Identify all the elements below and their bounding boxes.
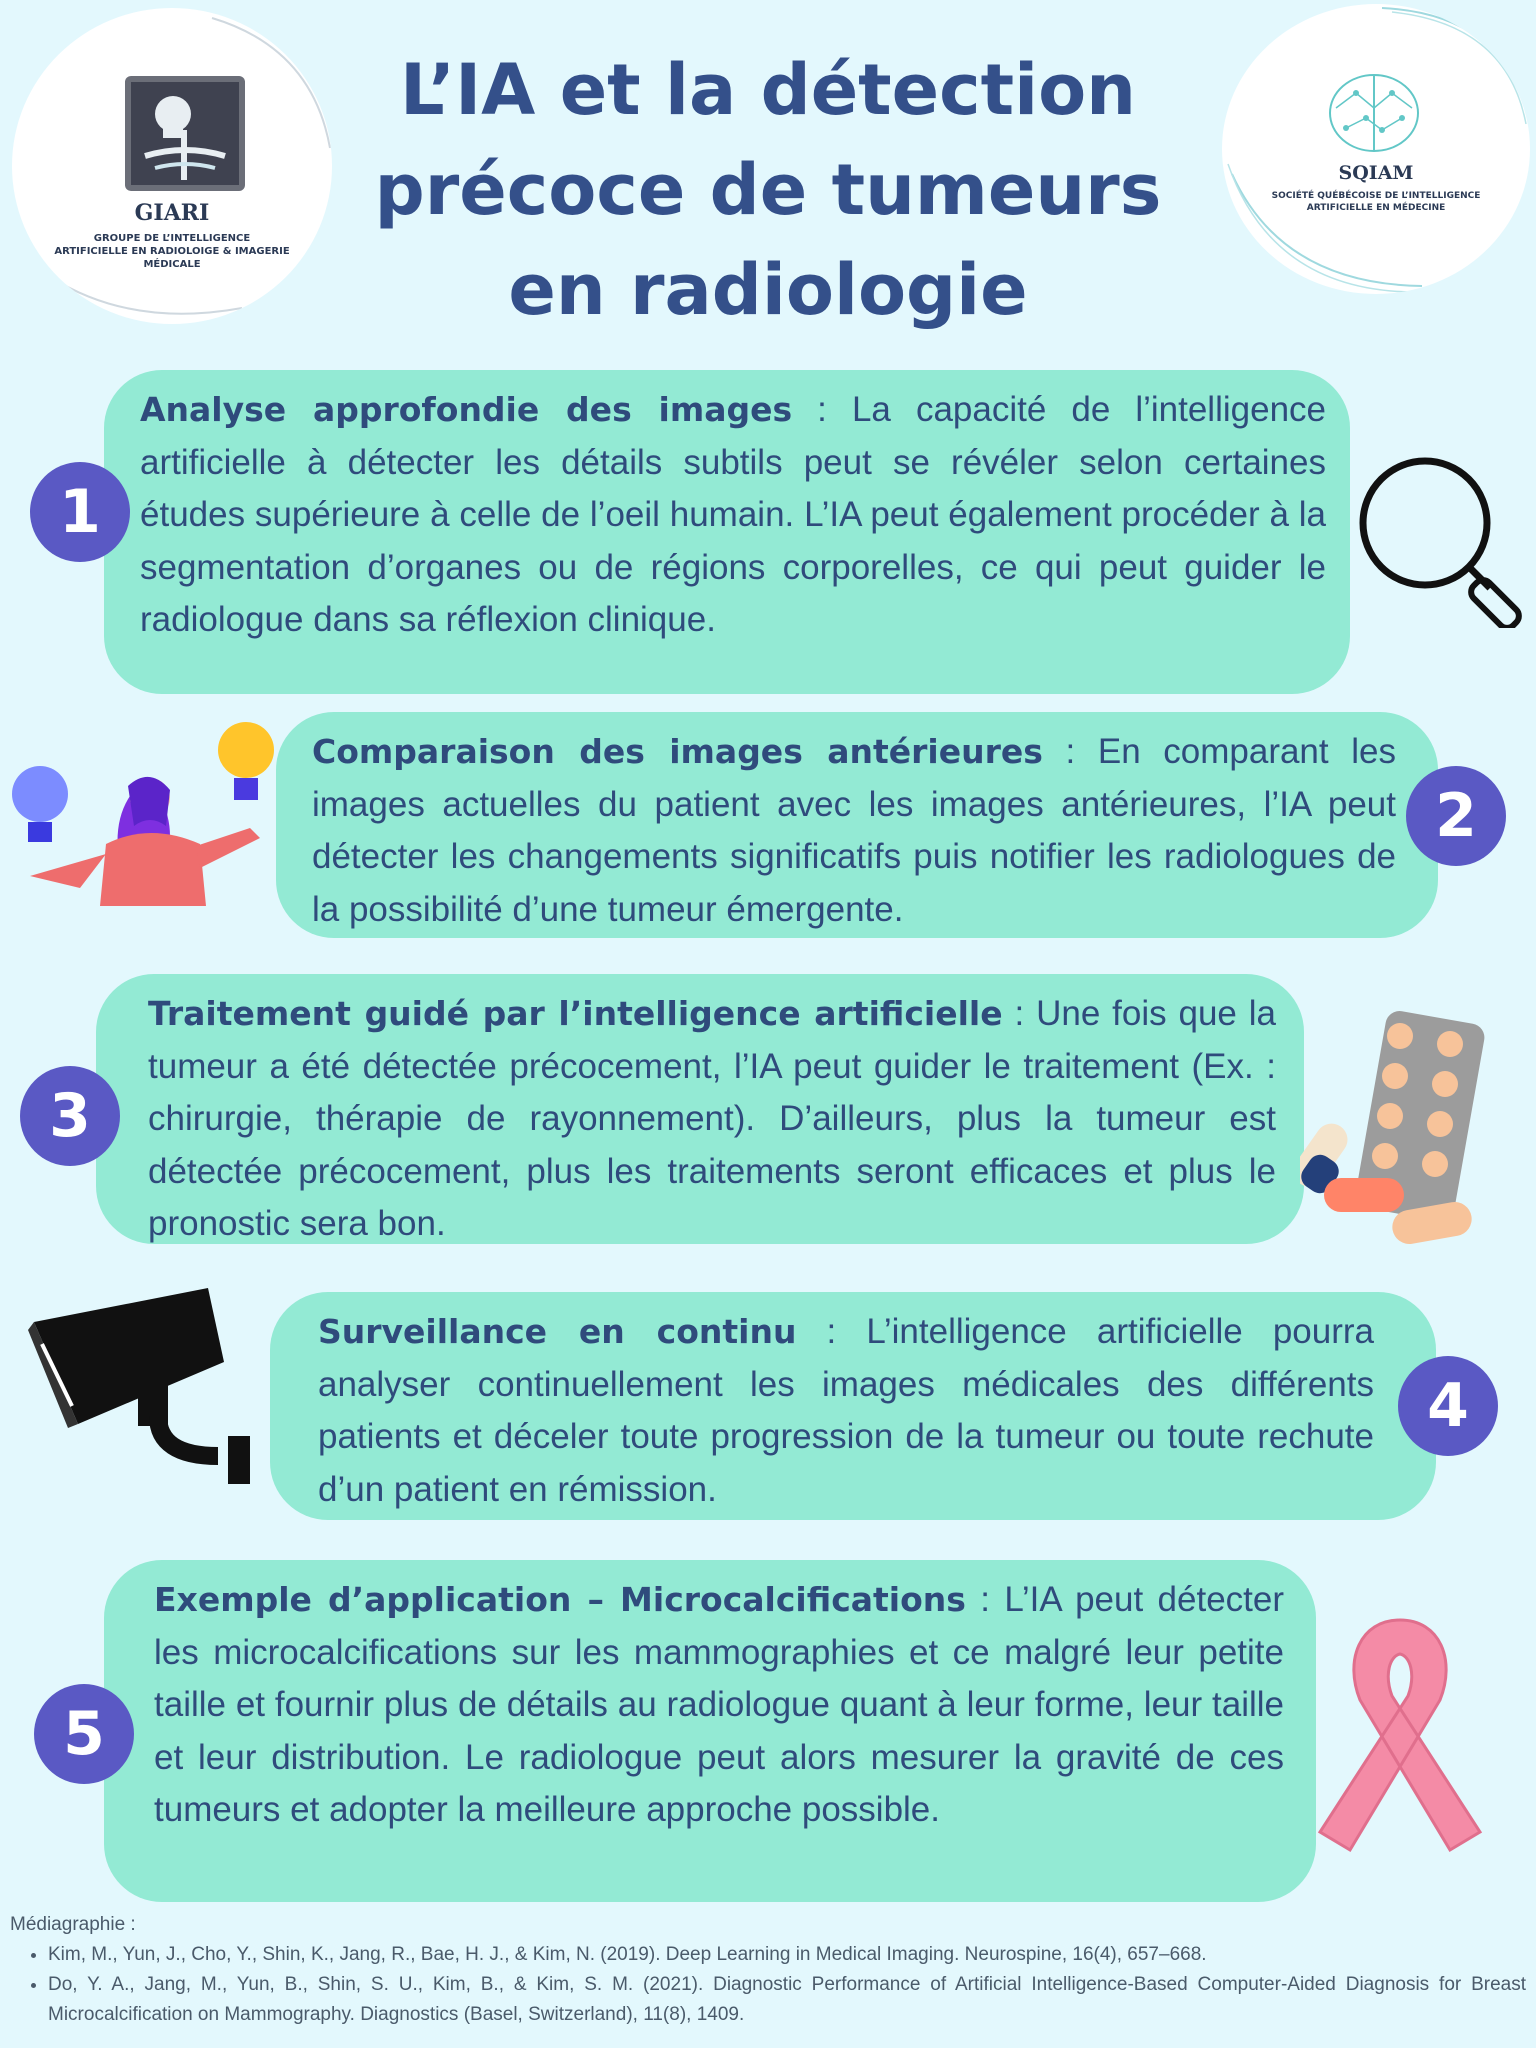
pink-ribbon-icon: [1300, 1600, 1500, 1860]
woman-lightbulbs-icon: [10, 716, 280, 916]
section-number-1: 1: [30, 462, 130, 562]
section-number-2: 2: [1406, 766, 1506, 866]
section-heading-3: Traitement guidé par l’intelligence artificielle: [148, 994, 1003, 1033]
section-body-2: En comparant les images actuelles du patient avec les images antérieures, l’IA peut détecter les changements significatifs puis notifier les radiologues de la possibilité d’une tumeur émergente.: [312, 732, 1396, 929]
security-camera-icon: [28, 1286, 258, 1502]
section-separator-5: :: [965, 1580, 1005, 1619]
references: [10, 1914, 1526, 2030]
section-text-4: [318, 1306, 1374, 1516]
section-card-5: [104, 1560, 1316, 1902]
page-title: L’IA et la détection précoce de tumeurs en radiologie: [374, 49, 1162, 331]
section-body-4: L’intelligence artificielle pourra analyser continuellement les images médicales des différents patients et déceler toute progression de la tumeur ou toute rechute d’un patient en rémission.: [318, 1312, 1374, 1509]
section-heading-4: Surveillance en continu: [318, 1312, 797, 1351]
section-card-4: [270, 1292, 1436, 1520]
references-list: [10, 1940, 1526, 2030]
pills-icon: [1300, 996, 1500, 1256]
section-separator-4: :: [796, 1312, 867, 1351]
magnifying-glass-icon: [1350, 448, 1536, 628]
section-heading-1: Analyse approfondie des images: [140, 390, 793, 429]
reference-item-1: • Kim, M., Yun, J., Cho, Y., Shin, K., Jang, R., Bae, H. J., & Kim, N. (2019). Deep Learning in Medical Imaging. Neurospine, 16(4), 657–668.: [48, 1940, 1526, 1970]
brain-network-icon: [1326, 68, 1422, 158]
section-separator-3: :: [1002, 994, 1037, 1033]
sqiam-logo: [1222, 4, 1530, 294]
giari-subtitle-line2: ARTIFICIELLE EN RADIOLOIGE & IMAGERIE: [54, 246, 290, 257]
section-separator-1: :: [792, 390, 852, 429]
giari-subtitle: [12, 232, 332, 271]
giari-logo: [12, 8, 332, 324]
giari-name: GIARI: [134, 200, 210, 226]
section-card-3: [96, 974, 1304, 1244]
section-number-4: 4: [1398, 1356, 1498, 1456]
sqiam-subtitle-line1: SOCIÉTÉ QUÉBÉCOISE DE L’INTELLIGENCE: [1271, 191, 1481, 201]
section-text-2: [312, 726, 1396, 936]
section-number-5: 5: [34, 1684, 134, 1784]
section-card-2: [276, 712, 1438, 938]
section-number-3: 3: [20, 1066, 120, 1166]
section-text-5: [154, 1574, 1284, 1837]
sqiam-subtitle: [1222, 190, 1530, 214]
section-body-5: L’IA peut détecter les microcalcifications sur les mammographies et ce malgré leur petite taille et fournir plus de détails au radiologue quant à leur forme, leur taille et leur distribution. Le radiologue peut alors mesurer la gravité de ces tumeurs et adopter la meilleure approche possible.: [154, 1580, 1284, 1829]
section-separator-2: :: [1042, 732, 1098, 771]
giari-subtitle-line1: GROUPE DE L’INTELLIGENCE: [93, 233, 251, 244]
section-text-1: [140, 384, 1326, 647]
section-card-1: [104, 370, 1350, 694]
section-heading-2: Comparaison des images antérieures: [312, 732, 1043, 771]
section-body-3: Une fois que la tumeur a été détectée précocement, l’IA peut guider le traitement (Ex. : chirurgie, thérapie de rayonnement). D’ailleurs, plus la tumeur est détectée précocement, plus les traitements seront efficaces et plus le pronostic sera bon.: [148, 994, 1276, 1243]
section-heading-5: Exemple d’application – Microcalcifications: [154, 1580, 966, 1619]
section-body-1: La capacité de l’intelligence artificielle à détecter les détails subtils peut se révéler selon certaines études supérieure à celle de l’oeil humain. L’IA peut également procéder à la segmentation d’organes ou de régions corporelles, ce qui peut guider le radiologue dans sa réflexion clinique.: [140, 390, 1326, 639]
giari-subtitle-line3: MÉDICALE: [143, 259, 201, 270]
references-label: Médiagraphie :: [10, 1914, 136, 1935]
section-text-3: [148, 988, 1276, 1251]
sqiam-name: SQIAM: [1338, 162, 1414, 184]
sqiam-subtitle-line2: ARTIFICIELLE EN MÉDECINE: [1306, 203, 1446, 213]
skeleton-xray-icon: [125, 76, 245, 191]
reference-item-2: • Do, Y. A., Jang, M., Yun, B., Shin, S. U., Kim, B., & Kim, S. M. (2021). Diagnostic Performance of Artificial Intelligence-Based Computer-Aided Diagnosis for Breast Microcalcification on Mammography. Diagnostics (Basel, Switzerland), 11(8), 1409.: [48, 1970, 1526, 2030]
